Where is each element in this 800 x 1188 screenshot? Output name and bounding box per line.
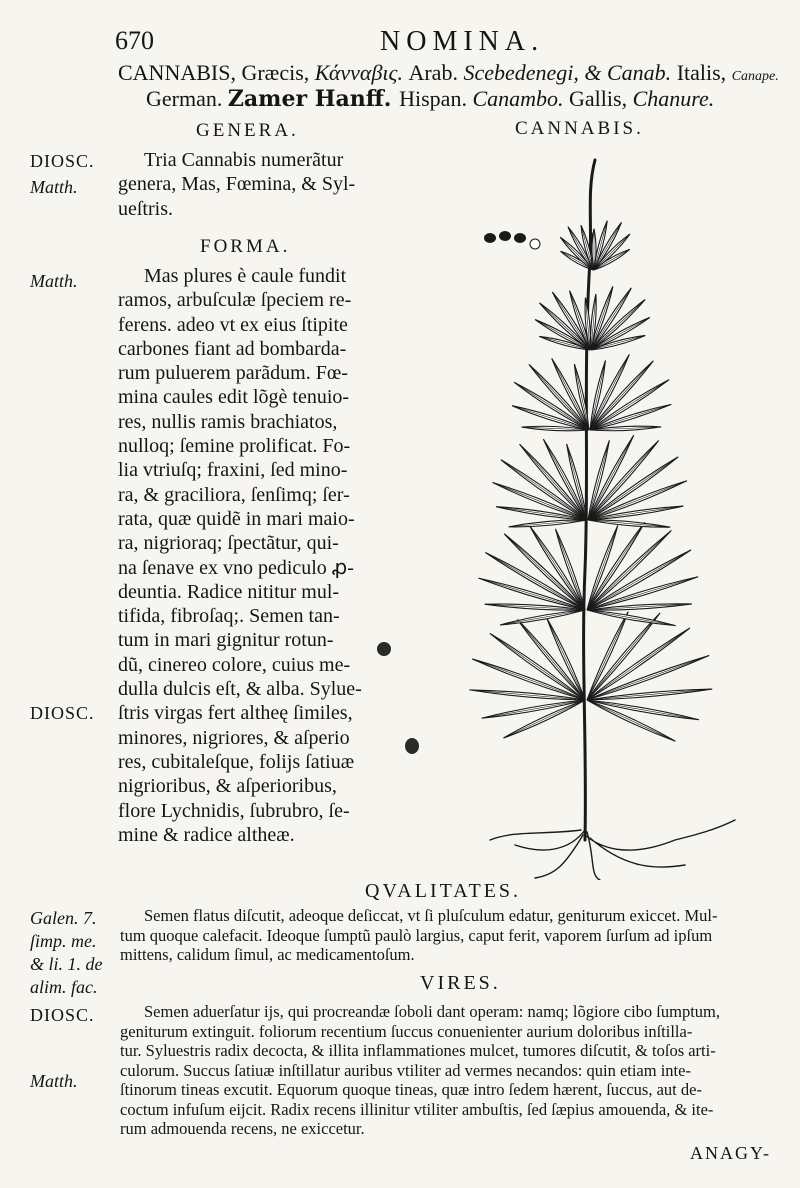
qualitates-heading: QVALITATES. <box>365 880 522 902</box>
text-line: ueſtris. <box>118 197 173 220</box>
text-line: na ſenave ex vno pediculo ꝓ- <box>118 556 354 579</box>
margin-note: Matth. <box>30 1071 78 1091</box>
text-line: res, nullis ramis brachiatos, <box>118 410 338 433</box>
text-line: deuntia. Radice nititur mul- <box>118 580 340 603</box>
name-seg: Canape. <box>731 69 779 84</box>
name-seg: Scebedenegi, & Canab. <box>463 60 677 85</box>
forma-heading: FORMA. <box>200 236 291 257</box>
text-line: coctum infuſum eijcit. Radix recens illinitur vtiliter ambuſtis, ſed ſæpius amouenda, & ite- <box>120 1099 714 1119</box>
text-line: Semen aduerſatur ijs, qui procreandæ ſoboli dant operam: namq; lõgiore cibo ſumptum, <box>144 1002 720 1021</box>
text-line: mine & radice altheæ. <box>118 823 295 846</box>
name-seg: Chanure. <box>632 86 715 111</box>
names-line-2 <box>146 86 714 112</box>
vires-text <box>120 1002 720 1139</box>
text-line: res, cubitaleſque, folijs ſatiuæ <box>118 750 355 773</box>
text-line: rum puluerem parãdum. Fœ- <box>118 362 348 385</box>
text-line: dũ, cinereo colore, cuius me- <box>118 653 351 676</box>
text-line: mittens, calidum ſimul, ac medicamentoſum. <box>120 945 415 964</box>
genera-heading: GENERA. <box>196 120 299 141</box>
running-title: NOMINA. <box>380 26 545 57</box>
text-line: ferens. adeo vt ex eius ſtipite <box>118 313 348 336</box>
qualitates-text <box>120 906 717 965</box>
text-line: rum admouenda recens, ne exiccetur. <box>120 1119 365 1138</box>
name-seg: Hispan. <box>399 86 473 111</box>
cannabis-illustration <box>395 140 775 880</box>
text-line: flore Lychnidis, ſubrubro, ſe- <box>118 799 350 822</box>
name-seg: Zamer Hanff. <box>227 86 400 112</box>
text-line: ſtris virgas fert altheę ſimiles, <box>118 702 353 725</box>
name-seg: Canambo. <box>472 86 570 111</box>
name-seg: Κάνναβις. <box>314 60 409 85</box>
text-line: genera, Mas, Fœmina, & Syl- <box>118 173 356 196</box>
text-line: tifida, fibroſaq;. Semen tan- <box>118 605 340 628</box>
margin-note: alim. fac. <box>30 977 98 997</box>
text-line: tur. Syluestris radix decocta, & illita inflammationes mulcet, tumores diſcutit, & toſos arti- <box>120 1041 716 1060</box>
text-line: minores, nigriores, & aſperio <box>118 726 350 749</box>
name-seg: Italis, <box>676 60 732 85</box>
text-line: carbones fiant ad bombarda- <box>118 337 347 360</box>
ink-spot <box>377 642 391 656</box>
margin-note: Matth. <box>30 271 78 291</box>
text-line: culorum. Succus ſatiuæ inſtillatur auribus vtiliter ad vermes necandos: quin etiam inte- <box>120 1060 691 1080</box>
margin-note: DIOSC. <box>30 151 95 171</box>
vires-heading: VIRES. <box>420 972 501 994</box>
text-line: nulloq; ſemine prolificat. Fo- <box>118 435 351 458</box>
text-line: Mas plures è caule fundit <box>144 265 347 287</box>
text-line: ramos, arbuſculæ ſpeciem re- <box>118 289 352 312</box>
margin-note: ſimp. me. <box>30 931 97 951</box>
text-line: ſtinorum tineas excutit. Equorum quoque tineas, quæ intro ſedem hærent, ſuccus, aut de- <box>120 1080 702 1099</box>
text-line: Tria Cannabis numerãtur <box>144 149 344 171</box>
text-line: ra, & graciliora, ſenſimq; ſer- <box>118 483 350 506</box>
page-number: 670 <box>115 26 154 55</box>
margin-note: & li. 1. de <box>30 954 103 974</box>
name-seg: Gallis, <box>569 86 633 111</box>
margin-note: Matth. <box>30 177 78 197</box>
name-seg: CANNABIS, Græcis, <box>118 60 315 85</box>
text-line: mina caules edit lõgè tenuio- <box>118 386 350 409</box>
text-line: tum in mari gignitur rotun- <box>118 629 334 652</box>
text-line: lia vtriuſq; fraxini, ſed mino- <box>118 459 348 482</box>
text-line: tum quoque calefacit. Ideoque ſumptũ paulò largius, caput ferit, vaporem ſurſum ad ipſum <box>120 925 713 945</box>
text-line: geniturum extinguit. foliorum recentium ſuccus conuenienter aurium doloribus inſtilla- <box>120 1021 693 1041</box>
text-line: Semen flatus diſcutit, adeoque deſiccat, vt ſi pluſculum edatur, geniturum exiccet. Mul- <box>144 906 718 925</box>
genera-text <box>118 148 355 221</box>
forma-text <box>118 264 362 847</box>
text-line: dulla dulcis eſt, & alba. Sylue- <box>118 678 362 701</box>
text-line: ra, nigrioraq; ſpectãtur, qui- <box>118 532 339 555</box>
text-line: nigrioribus, & aſperioribus, <box>118 775 337 798</box>
name-seg: German. <box>146 86 228 111</box>
margin-note: DIOSC. <box>30 703 95 723</box>
figure-title: CANNABIS. <box>515 118 644 139</box>
margin-note: Galen. 7. <box>30 908 97 928</box>
names-line-1 <box>118 60 779 86</box>
name-seg: Arab. <box>408 60 464 85</box>
margin-note: DIOSC. <box>30 1005 95 1025</box>
catchword: ANAGY- <box>690 1143 771 1163</box>
text-line: rata, quæ quidẽ in mari maio- <box>118 507 355 530</box>
